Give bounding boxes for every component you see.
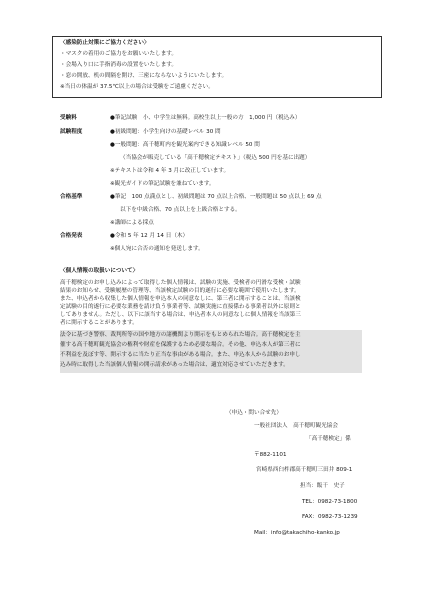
contact-mail[interactable]: Mail：info@takachiho-kanko.jp [254, 530, 340, 536]
privacy-line: 高千穂検定のお申し込みによって取得した個人情報は、試験の実施、受検者の円滑な受検・試験 [60, 280, 301, 286]
level-line: ●一般問題：高千穂町内を観光案内できる知識レベル 50 問 [110, 142, 260, 148]
level-label: 試験程度 [60, 129, 83, 135]
privacy-title: 〈個人情報の取扱いについて〉 [60, 268, 139, 274]
infection-item: ・窓の開放、机の間隔を開け、三密にならないようにいたします。 [60, 73, 228, 79]
privacy-line: 定試験の目的遂行に必要な業務を請け負う事業者等、試験実施に直接係わる事業者以外に原則と [60, 304, 301, 310]
level-line: （当協会が販売している「高千穂検定テキスト」（税込 500 円を基に出題） [120, 155, 311, 161]
contact-tel: TEL：0982-73-1800 [302, 499, 358, 505]
pass-line: ※講師による採点 [110, 220, 154, 226]
contact-fax: FAX：0982-73-1239 [302, 514, 358, 520]
announce-label: 合格発表 [60, 233, 83, 239]
contact-postal: 〒882-1101 [254, 452, 287, 458]
pass-line: 以下を中級合格、70 点以上を上級合格とする。 [120, 207, 241, 213]
infection-title: 〈感染防止対策にご協力ください〉 [60, 40, 150, 46]
privacy-line: 者に開示することがあります。 [60, 320, 138, 326]
contact-org: 一般社団法人 高千穂町観光協会 [254, 423, 338, 429]
privacy-highlight-line: 催する高千穂町観光協会の権利や財産を保護するため必要な場合。その他、申込本人が第三者に [60, 342, 301, 348]
privacy-highlight-line: 込み時に取得した当該個人情報の開示請求があった場合は、適宜対応させていただきます。 [60, 362, 289, 368]
infection-item: ※当日の体温が 37.5℃以上の場合は受験をご遠慮ください。 [60, 84, 214, 90]
privacy-line: 結果のお知らせ、受験履歴の管理等、当該検定試験の目的遂行に必要な範囲で使用いたします。 [60, 288, 300, 294]
announce-line: ●令和 5 年 12 月 14 日（木） [110, 233, 189, 239]
contact-dept: 「高千穂検定」係 [306, 436, 351, 442]
infection-item: ・会場入り口に手指消毒の設置をいたします。 [60, 62, 178, 68]
pass-line: ●筆記 100 点満点とし、初級問題は 70 点以上合格、一般問題は 50 点以上 69 点 [110, 194, 322, 200]
privacy-highlight-line: 不利益を及ぼす等、開示するに当たり正当な事由がある場合。また、申込本人から試験のお申し [60, 352, 301, 358]
contact-person: 担当：飯干 史子 [300, 483, 345, 489]
level-line: ※観光ガイドの筆記試験を兼ねています。 [110, 181, 215, 187]
contact-heading: （申込・問い合せ先） [226, 410, 282, 416]
fee-label: 受験料 [60, 115, 77, 121]
pass-label: 合格基準 [60, 194, 83, 200]
level-line: ●初級問題：小学生向けの基礎レベル 30 問 [110, 129, 221, 135]
infection-item: ・マスクの着用のご協力をお願いいたします。 [60, 51, 178, 57]
contact-address: 宮崎県西臼杵郡高千穂町三田井 809-1 [256, 467, 353, 473]
announce-line: ※個人宛に合否の通知を発送します。 [110, 246, 204, 252]
privacy-highlight-line: 法令に基づき警察、裁判所等の国や地方の諸機関より開示をもとめられた場合。高千穂検定を主 [60, 332, 301, 338]
level-line: ※テキストは令和 4 年 3 月に改正しています。 [110, 168, 230, 174]
privacy-line: してありません。ただし、以下に該当する場合は、申込者本人の同意なしに個人情報を当該第三 [60, 312, 301, 318]
privacy-line: また、申込者から収集した個人情報を申込本人の同意なしに、第三者に開示することは、当該検 [60, 296, 301, 302]
fee-text: ●筆記試験 小、中学生は無料。高校生以上一般の方 1,000 円（税込み） [110, 115, 301, 121]
